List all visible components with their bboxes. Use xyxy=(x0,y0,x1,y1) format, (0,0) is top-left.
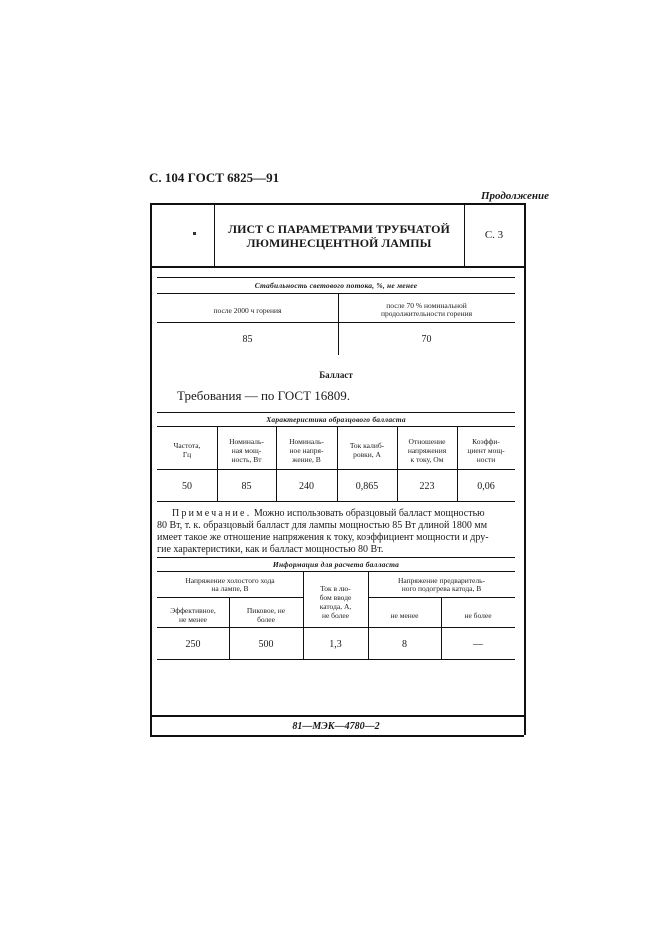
frame-bottom-rule xyxy=(150,735,524,737)
calc-value-cathode-current: 1,3 xyxy=(329,639,342,650)
ballast-requirements: Требования — по ГОСТ 16809. xyxy=(177,388,351,403)
calc-header-preheat-1: Напряжение предваритель- xyxy=(397,576,486,585)
ref-header-rule xyxy=(157,469,515,470)
sheet-page-label: С. 3 xyxy=(484,229,504,241)
note-line-2: 80 Вт, т. к. образцовый балласт для лампы мощностью 85 Вт длиной 1800 мм xyxy=(157,520,488,531)
calc-sub-effective: Эффективное, не менее xyxy=(170,606,216,624)
ref-header-frequency: Частота, Гц xyxy=(173,441,201,459)
calc-header-ocv-2: на лампе, В xyxy=(211,584,249,593)
note-line-1-text: Можно использовать образцовый балласт мощностью xyxy=(253,508,485,519)
calc-subheader-rule-left xyxy=(157,597,303,598)
footer-rule xyxy=(150,715,524,717)
ref-header-rated-voltage: Номиналь- ное напря- жение, В xyxy=(289,437,324,464)
title-top-rule xyxy=(150,203,524,205)
note-label: Примечание. xyxy=(172,508,252,519)
ref-header-rated-power: Номиналь- ная мощ- ность, Вт xyxy=(229,437,264,464)
ballast-heading: Балласт xyxy=(319,370,353,380)
page-reference: С. 104 ГОСТ 6825—91 xyxy=(149,170,280,185)
calc-caption-rule xyxy=(157,571,515,572)
calc-top-rule xyxy=(157,557,515,558)
note-line-3: имеет такое же отношение напряжения к току, коэффициент мощности и дру- xyxy=(157,532,489,543)
calc-subheader-rule-right xyxy=(368,597,515,598)
stability-col2-header-2: продолжительности горения xyxy=(380,309,473,318)
ref-header-calibration-current: Ток калиб- ровки, А xyxy=(349,441,385,459)
sheet-title-line1: ЛИСТ С ПАРАМЕТРАМИ ТРУБЧАТОЙ xyxy=(228,222,450,236)
ref-ballast-caption-rule xyxy=(157,426,515,427)
ref-header-power-factor: Коэффи- циент мощ- ности xyxy=(467,437,505,464)
continuation-label: Продолжение xyxy=(480,190,549,202)
calc-value-preheat-max: — xyxy=(473,639,483,650)
title-bottom-rule xyxy=(150,266,524,268)
stability-value-2000h: 85 xyxy=(242,334,253,345)
ref-ballast-top-rule xyxy=(157,412,515,413)
calc-value-preheat-min: 8 xyxy=(402,639,407,650)
note-line-1 xyxy=(172,508,485,520)
calc-value-effective: 250 xyxy=(185,639,201,650)
ref-value-voltage-current-ratio: 223 xyxy=(419,481,435,492)
ref-value-rated-power: 85 xyxy=(241,481,252,492)
sheet-title-line2: ЛЮМИНЕСЦЕНТНОЙ ЛАМПЫ xyxy=(246,236,432,250)
calc-value-peak: 500 xyxy=(258,639,274,650)
stability-col1-header: после 2000 ч горения xyxy=(213,306,282,315)
title-divider-right xyxy=(464,205,465,266)
ref-value-power-factor: 0,06 xyxy=(477,481,495,492)
ref-header-voltage-current-ratio: Отношение напряжения к току, Ом xyxy=(407,437,447,464)
calc-sub-peak: Пиковое, не более xyxy=(246,606,286,624)
calc-sub-min: не менее xyxy=(390,611,419,620)
calc-bottom-rule xyxy=(157,659,515,660)
ref-value-calibration-current: 0,865 xyxy=(355,481,379,492)
footer-code: 81—МЭК—4780—2 xyxy=(292,721,380,732)
stability-col2-header-1: после 70 % номинальной xyxy=(386,301,467,310)
calc-header-preheat-2: ного подогрева катода, В xyxy=(401,584,482,593)
stability-top-rule xyxy=(157,277,515,278)
calc-header-rule xyxy=(157,627,515,628)
ref-value-frequency: 50 xyxy=(182,481,192,492)
stability-value-70pct: 70 xyxy=(421,334,432,345)
ref-ballast-caption: Характеристика образцового балласта xyxy=(266,415,406,424)
calc-header-ocv-1: Напряжение холостого хода xyxy=(185,576,275,585)
calc-sub-max: не более xyxy=(464,611,492,620)
calc-caption: Информация для расчета балласта xyxy=(272,560,400,569)
note-line-4: гие характеристики, как и балласт мощностью 80 Вт. xyxy=(157,544,384,555)
stability-caption: Стабильность светового потока, %, не менее xyxy=(254,281,418,290)
stability-header-rule xyxy=(157,322,515,323)
stability-caption-rule xyxy=(157,293,515,294)
calc-header-cathode-current: Ток в лю- бом вводе катода, А, не более xyxy=(319,584,352,620)
ref-ballast-bottom-rule xyxy=(157,501,515,502)
ref-value-rated-voltage: 240 xyxy=(299,481,314,492)
title-mark xyxy=(193,232,196,235)
